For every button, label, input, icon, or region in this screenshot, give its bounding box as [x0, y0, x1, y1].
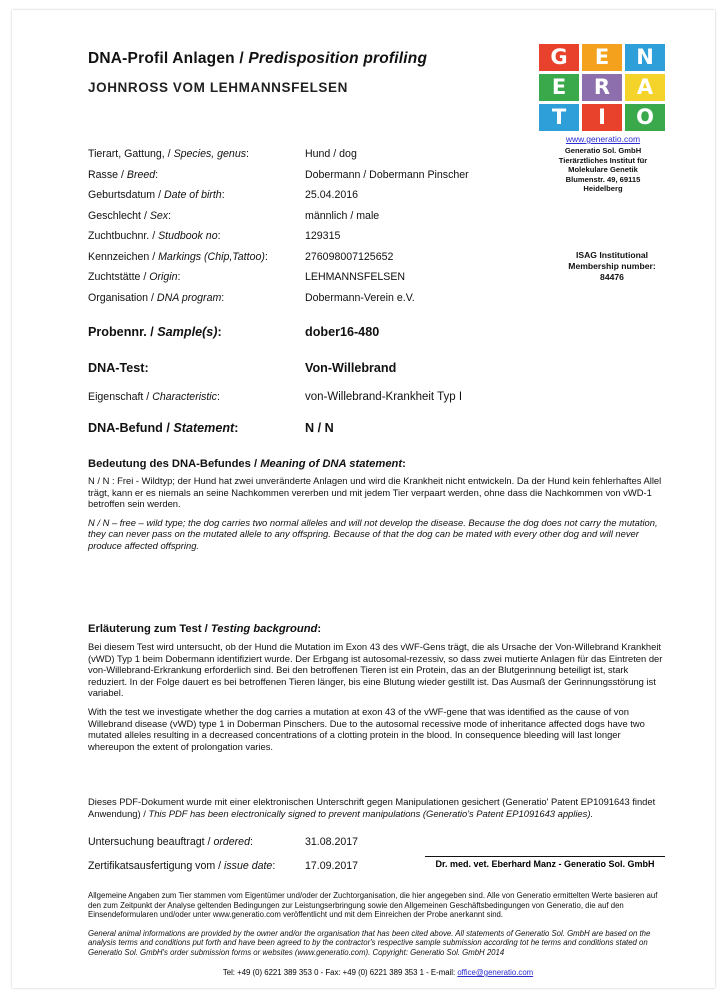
isag-line2: Membership number: [568, 261, 656, 271]
pdf-note-en: This PDF has been electronically signed to prevent manipulations (Generatio's Patent EP1091643 applies). [148, 808, 594, 819]
row-label: Geburtsdatum / Date of birth: [88, 189, 225, 201]
dna-test-row [88, 361, 648, 375]
row-value: Hund / dog [305, 148, 357, 160]
signature-block [425, 856, 665, 869]
issue-label: Zertifikatsausfertigung vom / issue date: [88, 860, 276, 872]
row-label: Kennzeichen / Markings (Chip,Tattoo): [88, 250, 268, 263]
table-row [88, 169, 558, 181]
dog-name: JOHNROSS VOM LEHMANNSFELSEN [88, 80, 348, 95]
row-label: Rasse / Breed: [88, 168, 159, 181]
issue-label-de: Zertifikatsausfertigung vom [88, 860, 216, 872]
row-value: Dobermann / Dobermann Pinscher [305, 168, 469, 181]
issue-label-en: issue date [224, 860, 273, 872]
logo-cell-i: I [582, 104, 622, 131]
meaning-heading-en: Meaning of DNA statement [260, 458, 403, 470]
table-row [88, 210, 558, 222]
meaning-text-en: N / N – free – wild type; the dog carries two normal alleles and will not develop the disease. Because the dog does not carry the mutation, they can never pass on the mutated allele to any offspring. Because of that the dog can be mated with every other dog and will never produce affected offspring. [88, 516, 658, 551]
meaning-heading-de: Bedeutung des DNA-Befundes [88, 458, 251, 470]
terms-block [88, 891, 668, 967]
table-row [88, 230, 558, 242]
row-label: Zuchtstätte / Origin: [88, 271, 181, 283]
logo-cell-n: N [625, 44, 665, 71]
row-value: 129315 [305, 230, 341, 242]
isag-membership [537, 250, 687, 283]
characteristic-label: Eigenschaft / Characteristic: [88, 391, 220, 403]
table-row [88, 251, 558, 263]
meaning-text-de: N / N : Frei - Wildtyp; der Hund hat zwei unveränderte Anlagen und wird die Krankheit nicht entwickeln. Da der Hund kein fehlerhaftes Allel trägt, kann er es niemals an seine Nachkommen vererben und mit jedem Tier verpaart werden, ohne dass die Nachkommen von vWD-1 betroffen sein werden. [88, 475, 662, 510]
row-value: LEHMANNSFELSEN [305, 271, 406, 283]
ordered-row [88, 836, 668, 848]
row-label-de: Organisation [88, 291, 149, 304]
row-label: Geschlecht / Sex: [88, 209, 172, 222]
testing-heading-de: Erläuterung zum Test [88, 623, 202, 635]
logo-cell-t: T [539, 104, 579, 131]
row-label-en: Studbook no [158, 230, 218, 242]
row-label-en: Breed [126, 168, 156, 181]
issue-value: 17.09.2017 [305, 860, 359, 872]
row-label: Organisation / DNA program: [88, 291, 225, 304]
statement-label-en: Statement [173, 421, 235, 435]
row-label-de: Rasse [88, 168, 119, 181]
sample-value: dober16-480 [305, 325, 380, 339]
table-row [88, 292, 558, 304]
logo-cell-g: G [539, 44, 579, 71]
page-title [88, 50, 508, 68]
terms-text-de: Allgemeine Angaben zum Tier stammen vom Eigentümer und/oder der Zuchtorganisation, die hier angegeben sind. Alle von Generatio ermittelten Werte basieren auf den zum Zeitpunkt der Analyse geltenden Bedingungen zur Leistungserbringung sowie den Allgemeinen Geschäftsbedingungen von Generatio, die auf den Einsendeformularen und/oder unter www.generatio.com veröffentlicht und mit dem Einreichen der Probe anerkannt sind. [88, 891, 658, 920]
signature-line [425, 856, 665, 857]
table-row [88, 271, 558, 283]
testing-text-de: Bei diesem Test wird untersucht, ob der Hund die Mutation im Exon 43 des vWF-Gens trägt, die als Ursache der Von-Willebrand Krankheit (vWD) Typ 1 beim Dobermann identifiziert wurde. Der Erbgang ist autosomal-rezessiv, so dass zwei mutierte Anlagen für das Eintreten der von-Willebrand-Erkrankung erforderlich sind. Bei den betroffenen Tieren ist ein Protein, das an der Blutgerinnung beteiligt ist, stark reduziert. In der Folge dauert es bei betroffenen Tieren länger, bis eine Blutung wieder gestillt ist. Das Ausmaß der Gerinnungsstörung ist variabel. [88, 641, 663, 699]
row-label-en: Date of birth [163, 189, 222, 201]
contact-prefix: Tel: +49 (0) 6221 389 353 0 - Fax: +49 (0) 6221 389 353 1 - E-mail: [222, 968, 458, 977]
row-value: 276098007125652 [305, 250, 394, 263]
contact-email-link[interactable]: office@generatio.com [457, 968, 534, 977]
row-label-de: Kennzeichen [88, 250, 150, 263]
statement-label-de: DNA-Befund [88, 421, 163, 435]
statement-value: N / N [305, 421, 334, 435]
ordered-label-de: Untersuchung beauftragt [88, 836, 205, 848]
row-value: Dobermann-Verein e.V. [305, 291, 415, 304]
table-row [88, 148, 558, 160]
row-label-en: Sex [149, 209, 169, 222]
row-value: männlich / male [305, 209, 380, 222]
row-label-en: Markings (Chip,Tattoo) [158, 250, 265, 263]
title-block [88, 50, 508, 95]
logo-cell-a: A [625, 74, 665, 101]
sample-label-en: Sample(s) [157, 325, 218, 339]
testing-background-block [88, 623, 666, 759]
certificate-sheet [12, 10, 715, 988]
sample-row [88, 325, 648, 339]
pdf-note-de: Dieses PDF-Dokument wurde mit einer elektronischen Unterschrift gegen Manipulationen gesichert (Generatio' Patent EP1091643 findet Anwendung) / [88, 796, 656, 819]
row-label-en: DNA program [156, 291, 222, 304]
row-value: 25.04.2016 [305, 189, 359, 201]
terms-text-en: General animal informations are provided by the owner and/or the organisation that has been cited above. All statements of Generatio Sol. GmbH are based on the analysis terms and conditions put forth and have been agreed to by the contractor's respective sample submission according tot he terms and conditions stated on Generatio Sol. GmbH's order submission forms or websites (www.generatio.com). Copyright: Generatio Sol. GmbH 2014 [88, 928, 651, 957]
meaning-heading: Bedeutung des DNA-Befundes / Meaning of DNA statement: [88, 458, 406, 470]
testing-text-en: With the test we investigate whether the dog carries a mutation at exon 43 of the vWF-gene that was identified as the cause of von Willebrand disease (vWD) type 1 in Doberman Pinschers. Due to the autosomal recessive mode of inheritance affected dogs have two mutated alleles resulting in a decreased concentrations of a clotting protein in the blood. In consequence bleeding will last longer whereupon the extent of prolongation varies. [88, 705, 645, 752]
row-label-en: Species, genus [173, 148, 247, 160]
dna-test-label: DNA-Test: [88, 361, 149, 375]
meaning-block [88, 458, 666, 559]
logo-cell-o: O [625, 104, 665, 131]
dna-test-value: Von-Willebrand [305, 361, 397, 375]
statement-row [88, 421, 648, 435]
animal-info-table [88, 148, 558, 312]
ordered-label-en: ordered [213, 836, 250, 848]
characteristic-label-de: Eigenschaft [88, 391, 144, 403]
sample-label-de: Probennr. [88, 325, 147, 339]
testing-heading: Erläuterung zum Test / Testing background: [88, 623, 322, 635]
row-label-de: Tierart, Gattung [88, 148, 162, 160]
logo-cell-r: R [582, 74, 622, 101]
generatio-address: Generatio Sol. GmbH Tierärztliches Institut für Molekulare Genetik Blumenstr. 49, 69115 Heidelberg [558, 146, 648, 194]
ordered-label: Untersuchung beauftragt / ordered: [88, 836, 253, 848]
row-label-de: Geburtsdatum [88, 189, 156, 201]
testing-heading-en: Testing background [210, 623, 318, 635]
row-label: Zuchtbuchnr. / Studbook no: [88, 230, 221, 242]
row-label-de: Geschlecht [88, 209, 141, 222]
title-separator: / [234, 50, 249, 67]
characteristic-row [88, 391, 648, 403]
logo-grid [539, 44, 667, 131]
logo-cell-e1: E [582, 44, 622, 71]
title-de: DNA-Profil Anlagen [88, 50, 235, 67]
logo-cell-e2: E [539, 74, 579, 101]
row-label-en: Origin [149, 271, 178, 283]
title-en: Predisposition profiling [248, 50, 428, 67]
generatio-url[interactable]: www.generatio.com [565, 134, 641, 144]
table-row [88, 189, 558, 201]
row-label-de: Zuchtbuchnr. [88, 230, 150, 242]
row-label-de: Zuchtstätte [88, 271, 141, 283]
pdf-signature-note [88, 796, 668, 820]
row-label: Tierart, Gattung, / Species, genus: [88, 148, 249, 160]
isag-number: 84476 [600, 272, 624, 282]
statement-label: DNA-Befund / Statement: [88, 421, 239, 435]
sample-label: Probennr. / Sample(s): [88, 325, 222, 339]
signature-name: Dr. med. vet. Eberhard Manz - Generatio Sol. GmbH [435, 859, 655, 869]
characteristic-value: von-Willebrand-Krankheit Typ I [305, 391, 463, 403]
contact-line [88, 968, 668, 977]
ordered-value: 31.08.2017 [305, 836, 359, 848]
characteristic-label-en: Characteristic [152, 391, 217, 403]
isag-line1: ISAG Institutional [575, 250, 649, 260]
